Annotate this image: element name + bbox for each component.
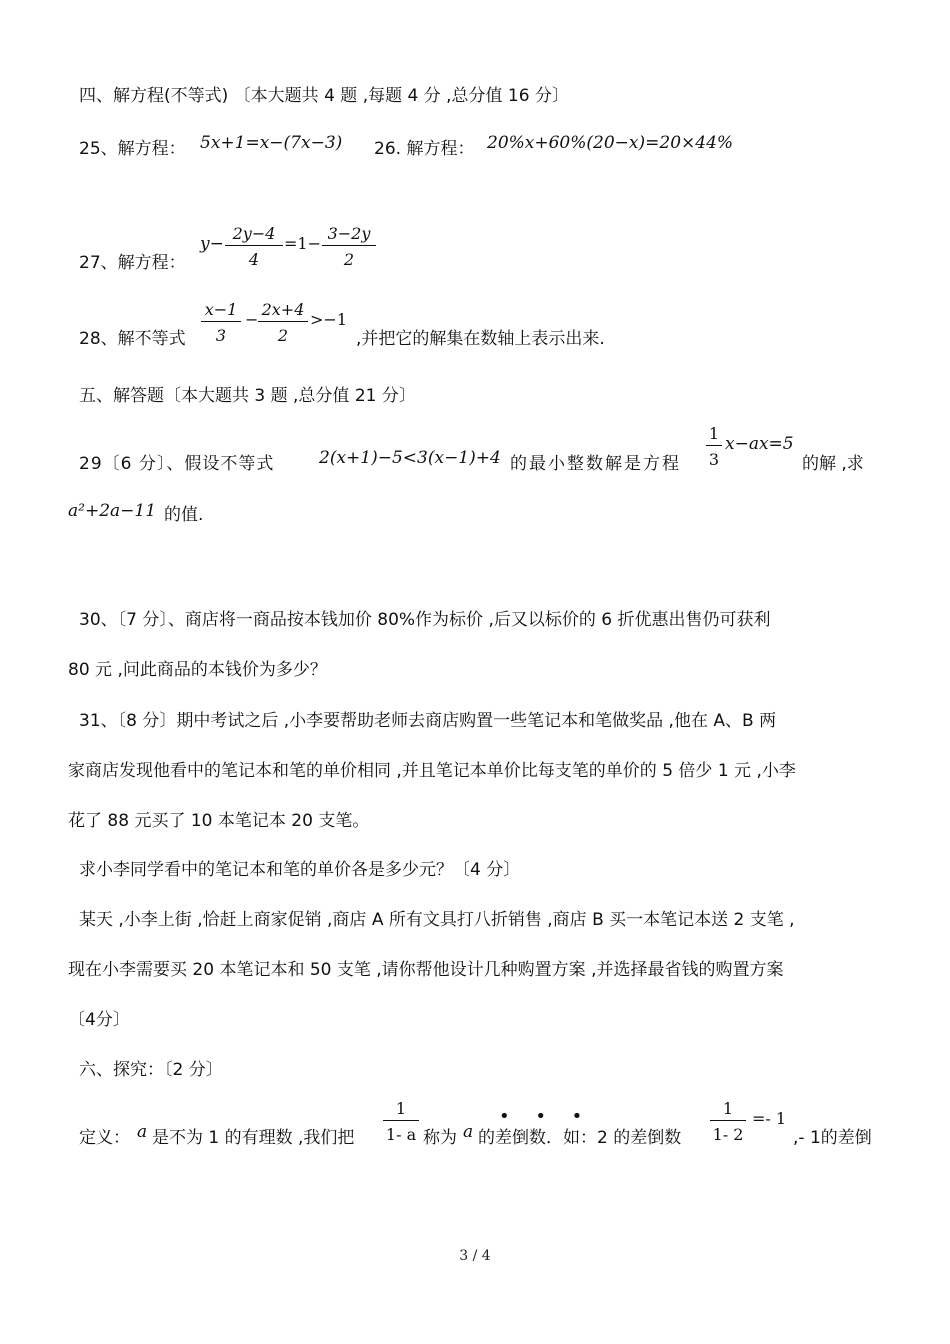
q27-middle: =1− — [284, 234, 321, 253]
q28-fraction-2 — [258, 300, 308, 345]
q26-equation: 20%x+60%(20−x)=20×44% — [487, 133, 734, 153]
fraction-numerator: 1 — [383, 1099, 419, 1121]
q31-sub-question-2-line-1: 某天 ,小李上街 ,恰赶上商家促销 ,商店 A 所有文具打八折销售 ,商店 B 买一本笔记本送 2 支笔 , — [79, 910, 795, 930]
page-number: 3 / 4 — [459, 1248, 491, 1264]
q31-line-3: 花了 88 元买了 10 本笔记本 20 支笔。 — [68, 811, 370, 831]
q27-frac2-denominator: 2 — [343, 250, 355, 269]
q28-minus: − — [245, 310, 259, 329]
definition-text-3: 的差倒数．如：2 的差倒数 — [478, 1128, 682, 1148]
q30-line-2: 80 元 ,问此商品的本钱价为多少？ — [68, 660, 327, 680]
q28-rhs: >−1 — [310, 310, 347, 329]
q29-frac-numerator: 1 — [706, 424, 722, 446]
q28-label: 28、解不等式 — [79, 329, 186, 349]
definition-text-2: 称为 — [423, 1128, 457, 1148]
q27-fraction-2 — [322, 224, 376, 269]
q31-line-1: 31、〔8 分〕期中考试之后 ,小李要帮助老师去商店购置一些笔记本和笔做奖品 ,他在 A、B 两 — [79, 711, 777, 731]
variable-a-2: a — [463, 1122, 474, 1142]
q29-suffix: 的解 ,求 — [802, 454, 864, 474]
q29-tail: 的值. — [164, 505, 204, 525]
q31-sub-question-2-line-2: 现在小李需要买 20 本笔记本和 50 支笔 ,请你帮他设计几种购置方案 ,并选择最省钱的购置方案 — [68, 960, 784, 980]
q27-label: 27、解方程： — [79, 253, 186, 273]
q29-expression: a²+2a−11 — [68, 501, 157, 521]
q27-frac1-numerator: 2y−4 — [225, 224, 283, 246]
example-denominator: 1- 2 — [712, 1125, 744, 1144]
q31-line-2: 家商店发现他看中的笔记本和笔的单价相同 ,并且笔记本单价比每支笔的单价的 5 倍少 1 元 ,小李 — [68, 761, 796, 781]
definition-prefix: 定义： — [79, 1128, 130, 1148]
q28-fraction-1 — [201, 300, 241, 345]
q31-sub-question-2-line-3: 〔4分〕 — [68, 1010, 130, 1030]
q28-frac1-numerator: x−1 — [201, 300, 241, 322]
q29-equation: x−ax=5 — [725, 434, 794, 454]
q29-middle: 的最小整数解是方程 — [510, 454, 681, 474]
q29-inequality: 2(x+1)−5<3(x−1)+4 — [319, 448, 501, 468]
definition-text-1: 是不为 1 的有理数 ,我们把 — [152, 1128, 355, 1148]
q28-frac2-numerator: 2x+4 — [258, 300, 308, 322]
q29-frac-denominator: 3 — [708, 450, 720, 469]
q28-frac2-denominator: 2 — [277, 326, 289, 345]
q30-line-1: 30、〔7 分〕、商店将一商品按本钱加价 80%作为标价 ,后又以标价的 6 折优惠出售仍可获利 — [79, 610, 771, 630]
q28-tail: ,并把它的解集在数轴上表示出来. — [356, 329, 605, 349]
emphasis-dots: • • • — [499, 1106, 593, 1127]
q25-label: 25、解方程： — [79, 139, 186, 159]
q27-lhs: y− — [200, 234, 224, 254]
fraction-denominator: 1- a — [385, 1125, 417, 1144]
definition-text-4: ,- 1的差倒 — [793, 1128, 872, 1148]
q27-frac2-numerator: 3−2y — [322, 224, 376, 246]
section-6-title: 六、探究：〔2 分〕 — [79, 1060, 223, 1080]
example-numerator: 1 — [710, 1099, 746, 1121]
q31-sub-question-1: 求小李同学看中的笔记本和笔的单价各是多少元？〔4 分〕 — [79, 860, 521, 880]
q25-equation: 5x+1=x−(7x−3) — [200, 133, 343, 153]
q26-label: 26. 解方程： — [374, 139, 475, 159]
q27-frac1-denominator: 4 — [248, 250, 260, 269]
section-5-title: 五、解答题〔本大题共 3 题 ,总分值 21 分〕 — [79, 386, 416, 406]
q28-frac1-denominator: 3 — [215, 326, 227, 345]
q29-fraction — [706, 424, 722, 469]
variable-a: a — [137, 1122, 148, 1142]
example-fraction — [710, 1099, 746, 1144]
reciprocal-difference-fraction — [383, 1099, 419, 1144]
example-result: =- 1 — [752, 1109, 787, 1128]
q29-prefix: 29〔6 分〕、假设不等式 — [79, 454, 275, 474]
q27-fraction-1 — [225, 224, 283, 269]
section-4-title: 四、解方程(不等式) 〔本大题共 4 题 ,每题 4 分 ,总分值 16 分〕 — [79, 86, 569, 106]
